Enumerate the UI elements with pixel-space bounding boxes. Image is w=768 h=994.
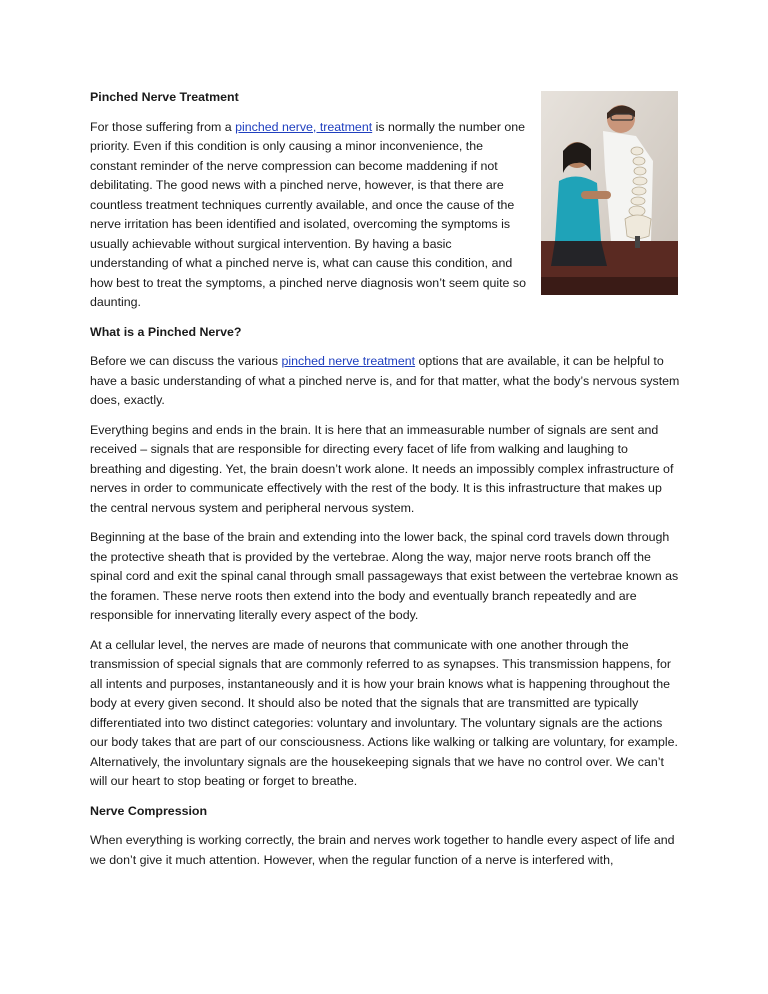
section1-paragraph-2: Everything begins and ends in the brain. It is here that an immeasurable number of signals are sent and received – signals that are responsible for directing every facet of life from walking and laughing to breathing and digesting. Yet, the brain doesn’t work alone. It needs an impossibly complex infrastructure of nerves in order to communicate effectively with the rest of the body. It is this infrastructure that makes up the central nervous system and peripheral nervous system. bbox=[90, 422, 674, 515]
intro-text-before: For those suffering from a bbox=[90, 119, 236, 134]
page-title: Pinched Nerve Treatment bbox=[90, 90, 239, 104]
section1-paragraph-3: Beginning at the base of the brain and extending into the lower back, the spinal cord travels down through the protective sheath that is provided by the vertebrae. Along the way, major nerve roots branch off the spinal cord and exit the spinal canal through small passageways that exist between the vertebrae known as the foramen. These nerve roots then extend into the body and eventually branch repeatedly and are responsible for innervating literally every aspect of the body. bbox=[90, 530, 679, 622]
section-heading-what-is: What is a Pinched Nerve? bbox=[90, 324, 242, 339]
pinched-nerve-treatment-options-link[interactable]: pinched nerve treatment bbox=[281, 354, 416, 368]
section1-paragraph-4: At a cellular level, the nerves are made of neurons that communicate with one another through the transmission of special signals that are commonly referred to as synapses. This transmission happens, for all intents and purposes, instantaneously and it is how your brain knows what is happening throughout the body at every given second. It should also be noted that the signals that are transmitted are typically differentiated into two distinct categories: voluntary and involuntary. The voluntary signals are the actions our body takes that are part of our consciousness. Actions like walking or talking are voluntary, for example. Alternatively, the involuntary signals are the housekeeping signals that we have no control over. We can’t will our heart to stop beating or forget to breathe. bbox=[90, 637, 678, 788]
intro-paragraph bbox=[90, 118, 530, 313]
section-heading-nerve-compression: Nerve Compression bbox=[90, 803, 208, 818]
document-body bbox=[90, 88, 680, 880]
pinched-nerve-treatment-link[interactable]: pinched nerve, treatment bbox=[235, 119, 373, 134]
section1-p1-after: options that are available, it can be helpful to have a basic understanding of what a pinched nerve is, and for that matter, what the body’s nervous system does, exactly. bbox=[90, 354, 680, 407]
section1-paragraph-1 bbox=[90, 352, 680, 411]
section1-p1-before: Before we can discuss the various bbox=[90, 354, 282, 368]
intro-text-after: is normally the number one priority. Even if this condition is only causing a minor inconvenience, the constant reminder of the nerve compression can become maddening if not debilitating. The good news with a pinched nerve, however, is that there are countless treatment techniques currently available, and once the cause of the nerve irritation has been identified and isolated, overcoming the symptoms is usually achievable without surgical intervention. By having a basic understanding of what a pinched nerve is, what can cause this condition, and how best to treat the symptoms, a pinched nerve diagnosis won’t seem quite so daunting. bbox=[90, 119, 526, 309]
section2-paragraph-1: When everything is working correctly, the brain and nerves work together to handle every aspect of life and we don’t give it much attention. However, when the regular function of a nerve is interfered with, bbox=[90, 833, 675, 867]
